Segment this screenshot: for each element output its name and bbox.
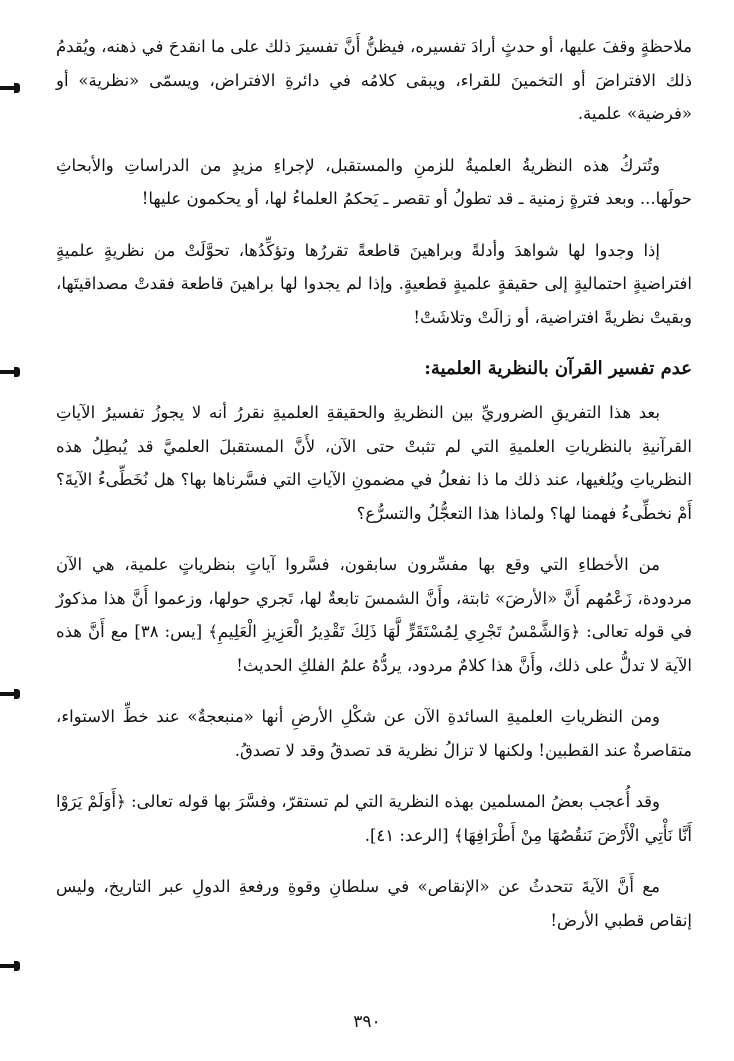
scan-edge-mark-lower bbox=[0, 692, 14, 696]
section-heading: عدم تفسير القرآن بالنظرية العلمية: bbox=[424, 358, 692, 379]
paragraph-1: ملاحظةٍ وقفَ عليها، أو حدثٍ أرادَ تفسيره، فيظنُّ أَنَّ تفسيرَ ذلك على ما انقدحَ في ذهنه، ويُقدمُ ذلك الافتراضَ أو التخمينَ للقراء، ويبقى كلامُه في دائرةِ الافتراض، ويسمّى «نظرية» أو «فرضية» علمية. bbox=[56, 37, 692, 123]
section-paragraph-3: ومن النظرياتِ العلميةِ السائدةِ الآن عن شكْلِ الأرضِ أنها «منبعجةٌ» عند خطِّ الاستواء، متقاصرةٌ عند القطبين! ولكنها لا تزالُ نظرية قد تصدقُ وقد لا تصدقُ. bbox=[56, 707, 692, 760]
scan-edge-mark-top bbox=[0, 86, 14, 90]
scan-edge-mark-upper bbox=[0, 370, 14, 374]
section-paragraph-2: من الأخطاءِ التي وقع بها مفسِّرون سابقون، فسَّروا آياتٍ بنظرياتٍ علمية، هي الآن مردودة، زَعْمُهم أَنَّ «الأرضَ» ثابتة، وأَنَّ الشمسَ تابعةٌ لها، تَجري حولها، وزعموا أَنَّ هذا مذكورٌ في قوله تعالى: ﴿وَالشَّمْسُ تَجْرِي لِمُسْتَقَرٍّ لَّهَا ذَلِكَ تَقْدِيرُ الْعَزِيزِ الْعَلِيمِ﴾ [يس: ٣٨] مع أَنَّ هذه الآية لا تدلُّ على ذلك، وأَنَّ هذا كلامٌ مردود، يردُّهُ علمُ الفلكِ الحديث! bbox=[56, 555, 693, 675]
page-number: ٣٩٠ bbox=[353, 1012, 381, 1032]
paragraph-2: وتُتركُ هذه النظريةُ العلميةُ للزمنِ والمستقبل، لإجراءِ مزيدٍ من الدراساتِ والأبحاثِ حولَها... وبعد فترةٍ زمنية ـ قد تطولُ أو تقصر ـ يَحكمُ العلماءُ لها، أو يحكمون عليها! bbox=[56, 155, 692, 208]
page-body bbox=[56, 30, 692, 955]
section-paragraph-4: وقد أُعجب بعضُ المسلمين بهذه النظرية التي لم تستقرّ، وفسَّرَ بها قوله تعالى: ﴿أَوَلَمْ يَرَوْا أَنَّا نَأْتِي الْأَرْضَ نَنقُصُهَا مِنْ أَطْرَافِهَا﴾ [الرعد: ٤١]. bbox=[56, 792, 692, 845]
paragraph-3: إذا وجدوا لها شواهدَ وأدلةً وبراهينَ قاطعةً تقررُها وتؤكِّدُها، تحوَّلَتْ من نظريةٍ علميةٍ افتراضيةٍ احتماليةٍ إلى حقيقةٍ علميةٍ قطعيةٍ. وإذا لم يجدوا لها براهينَ قاطعة فقدتْ مصداقيتَها، وبقيتْ نظريةً افتراضية، أو زالَتْ وتلاشَتْ! bbox=[56, 240, 692, 327]
scan-edge-mark-bottom bbox=[0, 964, 14, 968]
section-paragraph-1: بعد هذا التفريقِ الضروريِّ بين النظريةِ والحقيقةِ العلميةِ نقررُ أنه لا يجوزُ تفسيرُ الآياتِ القرآنيةِ بالنظرياتِ العلميةِ التي لم تثبتْ حتى الآن، لأَنَّ المستقبلَ العلميَّ قد يُبطِلُ هذه النظرياتِ ويُلغيها، عند ذلك ما ذا نفعلُ في مضمونِ الآياتِ التي فسَّرناها بها؟ هل نُخَطِّىءُ الآيةَ؟ أَمْ نخطِّىءُ فهمنا لها؟ ولماذا هذا التعجُّلُ والتسرُّع؟ bbox=[56, 403, 692, 523]
section-paragraph-5: مع أَنَّ الآيةَ تتحدثُ عن «الإنقاص» في سلطانِ وقوةِ ورفعةِ الدولِ عبر التاريخ، وليس إنقاص قطبي الأرض! bbox=[56, 877, 692, 930]
